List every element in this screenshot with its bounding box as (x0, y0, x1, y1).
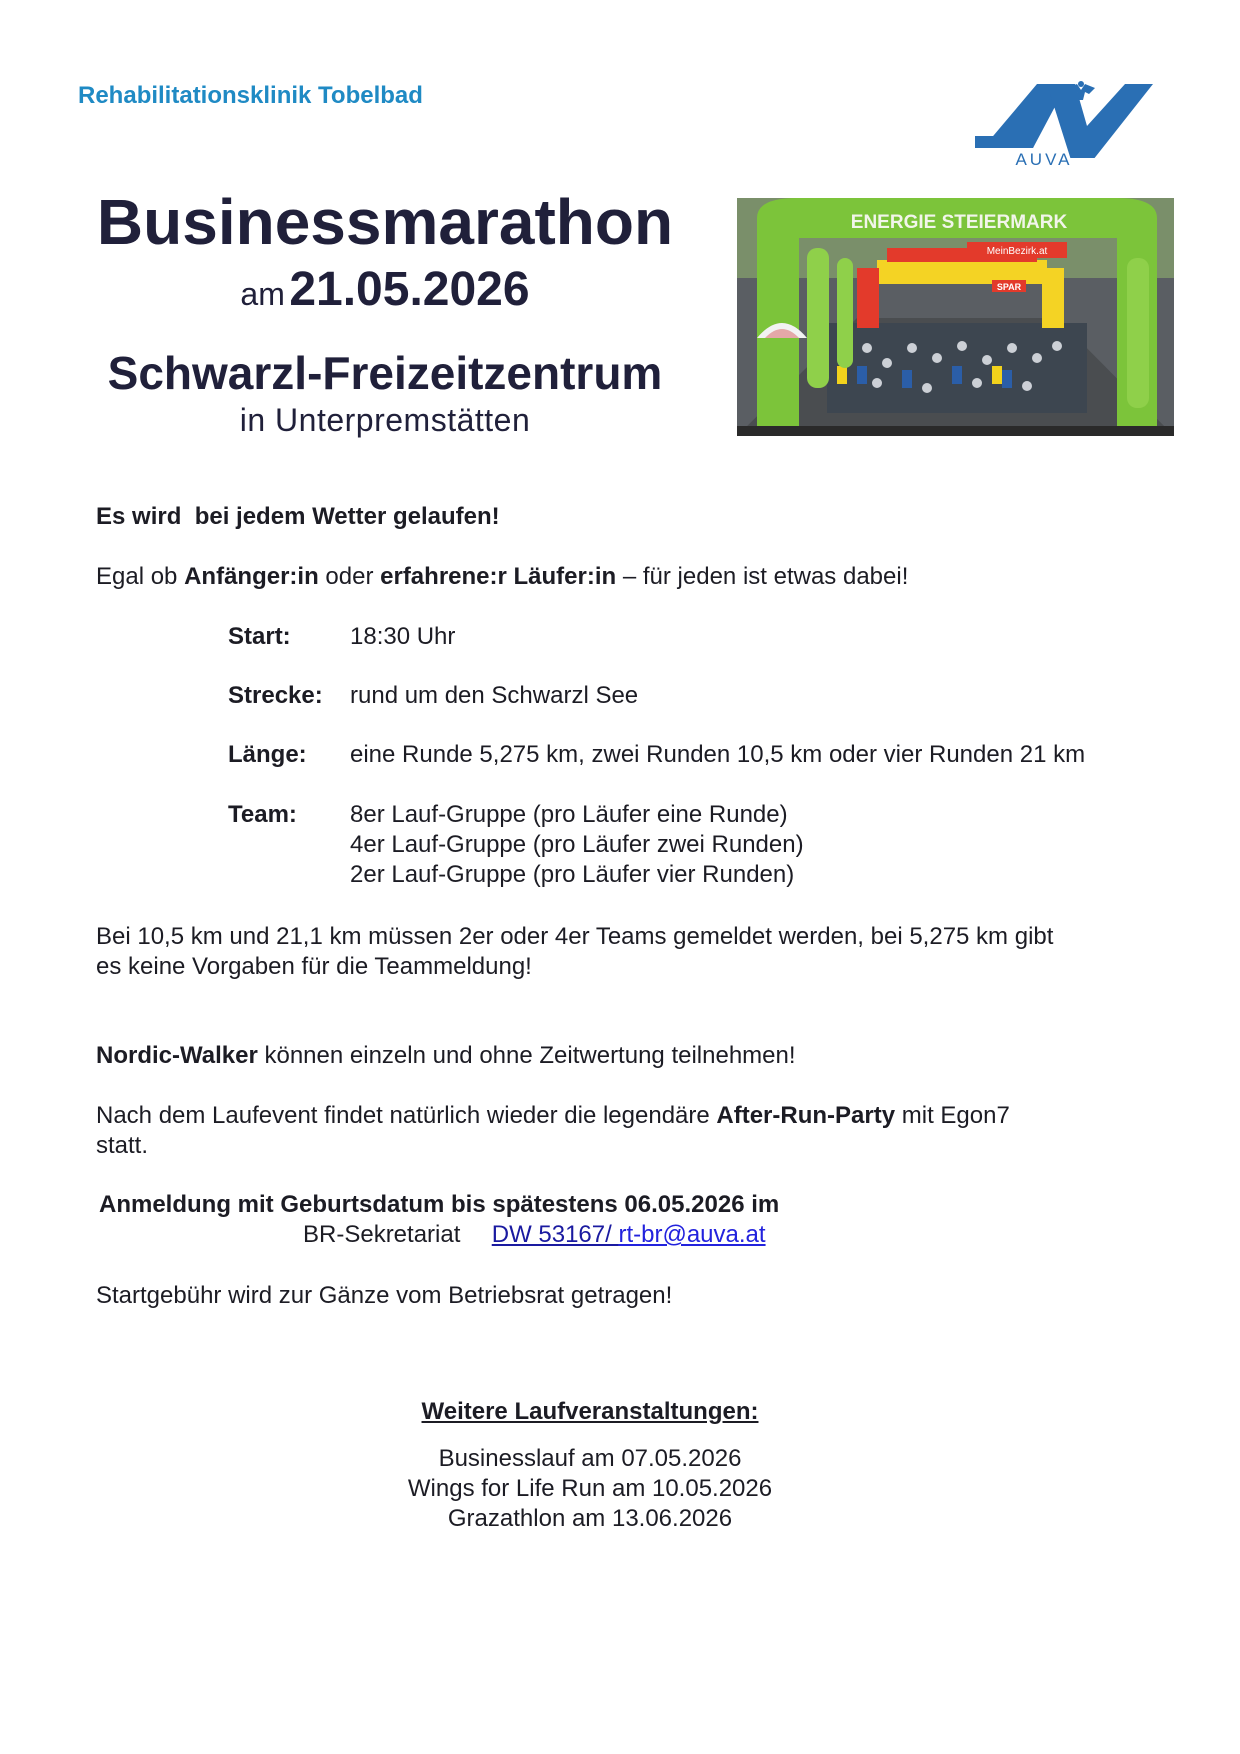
nordic-rest: können einzeln und ohne Zeitwertung teilnehmen! (257, 1042, 796, 1069)
event-date (60, 262, 710, 317)
party-note (96, 1101, 1156, 1161)
clinic-name: Rehabilitationsklinik Tobelbad (78, 82, 423, 109)
marathon-start-photo (737, 198, 1174, 436)
list-item: Wings for Life Run am 10.05.2026 (407, 1475, 773, 1502)
audience-beginner: Anfänger:in (184, 563, 319, 590)
team-option: 2er Lauf-Gruppe (pro Läufer vier Runden) (350, 861, 795, 888)
sponsor-banner-text: MeinBezirk.at (986, 246, 1048, 257)
audience-middle: oder (318, 563, 381, 590)
team-option: 4er Lauf-Gruppe (pro Läufer zwei Runden) (350, 831, 804, 858)
further-events-list (320, 1444, 860, 1534)
registration-line-2 (303, 1220, 766, 1250)
further-events-title: Weitere Laufveranstaltungen (421, 1398, 751, 1425)
registration-office: BR-Sekretariat (303, 1221, 461, 1248)
auva-logo-mark (975, 78, 1155, 158)
logo-wordmark: AUVA (1015, 150, 1073, 169)
list-item: Grazathlon am 13.06.2026 (447, 1505, 733, 1532)
venue-title: Schwarzl-Freizeitzentrum (107, 347, 663, 399)
registration-line-1 (99, 1190, 779, 1220)
weather-note (96, 502, 1156, 532)
party-bold: After-Run-Party (716, 1102, 896, 1129)
date-value: 21.05.2026 (289, 263, 530, 316)
team-option: 8er Lauf-Gruppe (pro Läufer eine Runde) (350, 801, 788, 828)
start-value: 18:30 Uhr (350, 623, 456, 650)
audience-experienced: erfahrene:r Läufer:in (380, 563, 617, 590)
registration-suffix: im (744, 1191, 780, 1218)
further-events-heading (320, 1397, 860, 1427)
auva-logo (975, 78, 1155, 178)
date-prefix: am (240, 276, 285, 312)
spar-sign-text: SPAR (996, 282, 1022, 292)
team-label: Team: (228, 801, 297, 828)
nordic-walker-note (96, 1041, 1156, 1071)
audience-suffix: – für jeden ist etwas dabei! (616, 563, 909, 590)
arch-banner-text: ENERGIE STEIERMARK (850, 212, 1068, 233)
team-rule-note (96, 922, 1156, 982)
page-title: Businessmarathon (96, 186, 674, 258)
venue-subtitle: in Unterpremstätten (239, 402, 531, 438)
weather-text: Es wird bei jedem Wetter gelaufen! (96, 503, 500, 530)
registration-email-link[interactable]: rt-br@auva.at (618, 1221, 766, 1248)
party-prefix: Nach dem Laufevent findet natürlich wieder die legendäre (96, 1102, 717, 1129)
route-value: rund um den Schwarzl See (350, 682, 639, 709)
audience-prefix: Egal ob (96, 563, 185, 590)
start-label: Start: (228, 623, 291, 650)
registration-prefix: Anmeldung mit Geburtsdatum (99, 1191, 452, 1218)
further-events-colon: : (750, 1398, 759, 1425)
party-line-2: statt. (96, 1132, 149, 1159)
route-label: Strecke: (228, 682, 323, 709)
fee-note: Startgebühr wird zur Gänze vom Betriebsrat getragen! (96, 1282, 673, 1309)
audience-note (96, 562, 1156, 592)
team-rule-line-2: es keine Vorgaben für die Teammeldung! (96, 953, 532, 980)
length-value: eine Runde 5,275 km, zwei Runden 10,5 km oder vier Runden 21 km (350, 741, 1086, 768)
team-rule-line-1: Bei 10,5 km und 21,1 km müssen 2er oder 4er Teams gemeldet werden, bei 5,275 km gibt (96, 923, 1054, 950)
nordic-bold: Nordic-Walker (96, 1042, 258, 1069)
list-item: Businesslauf am 07.05.2026 (438, 1445, 742, 1472)
length-label: Länge: (228, 741, 307, 768)
marathon-photo-illustration (737, 198, 1174, 436)
registration-phone: DW 53167/ (491, 1221, 619, 1248)
registration-deadline: bis spätestens 06.05.2026 (451, 1191, 745, 1218)
party-suffix: mit Egon7 (895, 1102, 1010, 1129)
